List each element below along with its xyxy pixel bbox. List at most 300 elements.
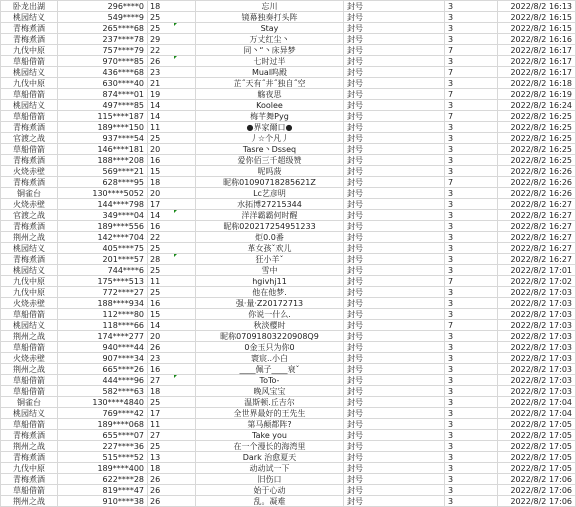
status-cell[interactable] <box>344 221 445 232</box>
account-cell[interactable] <box>58 45 148 56</box>
timestamp-cell[interactable] <box>498 287 576 298</box>
duration-cell[interactable] <box>445 34 498 45</box>
nickname-cell[interactable] <box>196 56 344 67</box>
duration-cell[interactable] <box>445 210 498 221</box>
duration-cell[interactable] <box>445 287 498 298</box>
timestamp-cell[interactable] <box>498 133 576 144</box>
server-cell[interactable] <box>1 67 58 78</box>
server-cell[interactable] <box>1 419 58 430</box>
status-cell[interactable] <box>344 155 445 166</box>
account-cell[interactable] <box>58 430 148 441</box>
account-cell[interactable] <box>58 100 148 111</box>
status-cell[interactable] <box>344 353 445 364</box>
level-cell[interactable] <box>148 166 196 177</box>
timestamp-cell[interactable] <box>498 1 576 12</box>
duration-cell[interactable] <box>445 56 498 67</box>
nickname-cell[interactable] <box>196 485 344 496</box>
status-cell[interactable] <box>344 133 445 144</box>
duration-cell[interactable] <box>445 353 498 364</box>
level-cell[interactable] <box>148 298 196 309</box>
duration-cell[interactable] <box>445 155 498 166</box>
status-cell[interactable] <box>344 298 445 309</box>
account-cell[interactable] <box>58 199 148 210</box>
duration-cell[interactable] <box>445 12 498 23</box>
timestamp-cell[interactable] <box>498 56 576 67</box>
account-cell[interactable] <box>58 232 148 243</box>
status-cell[interactable] <box>344 144 445 155</box>
server-cell[interactable] <box>1 56 58 67</box>
level-cell[interactable] <box>148 276 196 287</box>
timestamp-cell[interactable] <box>498 188 576 199</box>
nickname-cell[interactable] <box>196 177 344 188</box>
server-cell[interactable] <box>1 430 58 441</box>
timestamp-cell[interactable] <box>498 298 576 309</box>
level-cell[interactable] <box>148 232 196 243</box>
nickname-cell[interactable] <box>196 452 344 463</box>
account-cell[interactable] <box>58 122 148 133</box>
account-cell[interactable] <box>58 276 148 287</box>
duration-cell[interactable] <box>445 375 498 386</box>
timestamp-cell[interactable] <box>498 353 576 364</box>
nickname-cell[interactable] <box>196 364 344 375</box>
duration-cell[interactable] <box>445 364 498 375</box>
status-cell[interactable] <box>344 287 445 298</box>
status-cell[interactable] <box>344 342 445 353</box>
nickname-cell[interactable] <box>196 320 344 331</box>
account-cell[interactable] <box>58 287 148 298</box>
nickname-cell[interactable] <box>196 45 344 56</box>
timestamp-cell[interactable] <box>498 419 576 430</box>
level-cell[interactable] <box>148 331 196 342</box>
timestamp-cell[interactable] <box>498 199 576 210</box>
level-cell[interactable] <box>148 34 196 45</box>
duration-cell[interactable] <box>445 419 498 430</box>
status-cell[interactable] <box>344 441 445 452</box>
timestamp-cell[interactable] <box>498 34 576 45</box>
server-cell[interactable] <box>1 397 58 408</box>
duration-cell[interactable] <box>445 111 498 122</box>
status-cell[interactable] <box>344 331 445 342</box>
status-cell[interactable] <box>344 89 445 100</box>
level-cell[interactable] <box>148 155 196 166</box>
timestamp-cell[interactable] <box>498 496 576 507</box>
nickname-cell[interactable] <box>196 474 344 485</box>
server-cell[interactable] <box>1 364 58 375</box>
server-cell[interactable] <box>1 78 58 89</box>
level-cell[interactable] <box>148 342 196 353</box>
level-cell[interactable] <box>148 188 196 199</box>
timestamp-cell[interactable] <box>498 276 576 287</box>
account-cell[interactable] <box>58 265 148 276</box>
account-cell[interactable] <box>58 243 148 254</box>
timestamp-cell[interactable] <box>498 320 576 331</box>
status-cell[interactable] <box>344 397 445 408</box>
nickname-cell[interactable] <box>196 441 344 452</box>
nickname-cell[interactable] <box>196 111 344 122</box>
level-cell[interactable] <box>148 1 196 12</box>
timestamp-cell[interactable] <box>498 452 576 463</box>
status-cell[interactable] <box>344 408 445 419</box>
timestamp-cell[interactable] <box>498 100 576 111</box>
duration-cell[interactable] <box>445 243 498 254</box>
level-cell[interactable] <box>148 430 196 441</box>
timestamp-cell[interactable] <box>498 166 576 177</box>
server-cell[interactable] <box>1 254 58 265</box>
level-cell[interactable] <box>148 45 196 56</box>
timestamp-cell[interactable] <box>498 485 576 496</box>
account-cell[interactable] <box>58 12 148 23</box>
account-cell[interactable] <box>58 56 148 67</box>
status-cell[interactable] <box>344 474 445 485</box>
nickname-cell[interactable] <box>196 232 344 243</box>
level-cell[interactable] <box>148 320 196 331</box>
status-cell[interactable] <box>344 1 445 12</box>
level-cell[interactable] <box>148 496 196 507</box>
account-cell[interactable] <box>58 34 148 45</box>
server-cell[interactable] <box>1 287 58 298</box>
server-cell[interactable] <box>1 221 58 232</box>
status-cell[interactable] <box>344 375 445 386</box>
level-cell[interactable] <box>148 397 196 408</box>
level-cell[interactable] <box>148 23 196 34</box>
level-cell[interactable] <box>148 144 196 155</box>
server-cell[interactable] <box>1 441 58 452</box>
timestamp-cell[interactable] <box>498 309 576 320</box>
level-cell[interactable] <box>148 199 196 210</box>
account-cell[interactable] <box>58 210 148 221</box>
duration-cell[interactable] <box>445 177 498 188</box>
status-cell[interactable] <box>344 276 445 287</box>
account-cell[interactable] <box>58 89 148 100</box>
level-cell[interactable] <box>148 221 196 232</box>
server-cell[interactable] <box>1 320 58 331</box>
server-cell[interactable] <box>1 265 58 276</box>
duration-cell[interactable] <box>445 331 498 342</box>
nickname-cell[interactable] <box>196 210 344 221</box>
account-cell[interactable] <box>58 408 148 419</box>
level-cell[interactable] <box>148 78 196 89</box>
timestamp-cell[interactable] <box>498 430 576 441</box>
server-cell[interactable] <box>1 408 58 419</box>
timestamp-cell[interactable] <box>498 89 576 100</box>
level-cell[interactable] <box>148 100 196 111</box>
timestamp-cell[interactable] <box>498 23 576 34</box>
account-cell[interactable] <box>58 166 148 177</box>
duration-cell[interactable] <box>445 199 498 210</box>
level-cell[interactable] <box>148 364 196 375</box>
server-cell[interactable] <box>1 463 58 474</box>
account-cell[interactable] <box>58 78 148 89</box>
status-cell[interactable] <box>344 122 445 133</box>
account-cell[interactable] <box>58 364 148 375</box>
duration-cell[interactable] <box>445 221 498 232</box>
nickname-cell[interactable] <box>196 100 344 111</box>
nickname-cell[interactable] <box>196 276 344 287</box>
server-cell[interactable] <box>1 1 58 12</box>
account-cell[interactable] <box>58 397 148 408</box>
account-cell[interactable] <box>58 320 148 331</box>
duration-cell[interactable] <box>445 23 498 34</box>
timestamp-cell[interactable] <box>498 408 576 419</box>
duration-cell[interactable] <box>445 463 498 474</box>
timestamp-cell[interactable] <box>498 254 576 265</box>
duration-cell[interactable] <box>445 100 498 111</box>
duration-cell[interactable] <box>445 276 498 287</box>
duration-cell[interactable] <box>445 144 498 155</box>
level-cell[interactable] <box>148 111 196 122</box>
status-cell[interactable] <box>344 485 445 496</box>
nickname-cell[interactable] <box>196 254 344 265</box>
nickname-cell[interactable] <box>196 67 344 78</box>
timestamp-cell[interactable] <box>498 474 576 485</box>
level-cell[interactable] <box>148 56 196 67</box>
duration-cell[interactable] <box>445 188 498 199</box>
level-cell[interactable] <box>148 386 196 397</box>
account-cell[interactable] <box>58 1 148 12</box>
timestamp-cell[interactable] <box>498 12 576 23</box>
status-cell[interactable] <box>344 364 445 375</box>
account-cell[interactable] <box>58 111 148 122</box>
server-cell[interactable] <box>1 45 58 56</box>
server-cell[interactable] <box>1 452 58 463</box>
nickname-cell[interactable] <box>196 331 344 342</box>
duration-cell[interactable] <box>445 166 498 177</box>
duration-cell[interactable] <box>445 452 498 463</box>
server-cell[interactable] <box>1 133 58 144</box>
duration-cell[interactable] <box>445 89 498 100</box>
account-cell[interactable] <box>58 375 148 386</box>
timestamp-cell[interactable] <box>498 67 576 78</box>
timestamp-cell[interactable] <box>498 265 576 276</box>
status-cell[interactable] <box>344 188 445 199</box>
status-cell[interactable] <box>344 23 445 34</box>
status-cell[interactable] <box>344 210 445 221</box>
duration-cell[interactable] <box>445 430 498 441</box>
status-cell[interactable] <box>344 254 445 265</box>
nickname-cell[interactable] <box>196 221 344 232</box>
server-cell[interactable] <box>1 166 58 177</box>
account-cell[interactable] <box>58 254 148 265</box>
account-cell[interactable] <box>58 133 148 144</box>
status-cell[interactable] <box>344 56 445 67</box>
server-cell[interactable] <box>1 232 58 243</box>
account-cell[interactable] <box>58 309 148 320</box>
level-cell[interactable] <box>148 287 196 298</box>
server-cell[interactable] <box>1 485 58 496</box>
account-cell[interactable] <box>58 331 148 342</box>
level-cell[interactable] <box>148 485 196 496</box>
nickname-cell[interactable] <box>196 34 344 45</box>
timestamp-cell[interactable] <box>498 45 576 56</box>
nickname-cell[interactable] <box>196 430 344 441</box>
duration-cell[interactable] <box>445 309 498 320</box>
account-cell[interactable] <box>58 463 148 474</box>
server-cell[interactable] <box>1 100 58 111</box>
status-cell[interactable] <box>344 243 445 254</box>
account-cell[interactable] <box>58 298 148 309</box>
account-cell[interactable] <box>58 419 148 430</box>
account-cell[interactable] <box>58 155 148 166</box>
status-cell[interactable] <box>344 232 445 243</box>
nickname-cell[interactable] <box>196 78 344 89</box>
nickname-cell[interactable] <box>196 287 344 298</box>
timestamp-cell[interactable] <box>498 232 576 243</box>
server-cell[interactable] <box>1 122 58 133</box>
duration-cell[interactable] <box>445 122 498 133</box>
timestamp-cell[interactable] <box>498 331 576 342</box>
timestamp-cell[interactable] <box>498 463 576 474</box>
status-cell[interactable] <box>344 111 445 122</box>
nickname-cell[interactable] <box>196 298 344 309</box>
level-cell[interactable] <box>148 254 196 265</box>
server-cell[interactable] <box>1 155 58 166</box>
status-cell[interactable] <box>344 320 445 331</box>
level-cell[interactable] <box>148 441 196 452</box>
nickname-cell[interactable] <box>196 122 344 133</box>
level-cell[interactable] <box>148 474 196 485</box>
account-cell[interactable] <box>58 474 148 485</box>
server-cell[interactable] <box>1 111 58 122</box>
nickname-cell[interactable] <box>196 386 344 397</box>
account-cell[interactable] <box>58 353 148 364</box>
nickname-cell[interactable] <box>196 155 344 166</box>
duration-cell[interactable] <box>445 474 498 485</box>
server-cell[interactable] <box>1 342 58 353</box>
nickname-cell[interactable] <box>196 144 344 155</box>
server-cell[interactable] <box>1 177 58 188</box>
level-cell[interactable] <box>148 67 196 78</box>
duration-cell[interactable] <box>445 232 498 243</box>
server-cell[interactable] <box>1 89 58 100</box>
duration-cell[interactable] <box>445 397 498 408</box>
status-cell[interactable] <box>344 45 445 56</box>
server-cell[interactable] <box>1 243 58 254</box>
nickname-cell[interactable] <box>196 1 344 12</box>
level-cell[interactable] <box>148 177 196 188</box>
account-cell[interactable] <box>58 386 148 397</box>
timestamp-cell[interactable] <box>498 375 576 386</box>
server-cell[interactable] <box>1 199 58 210</box>
nickname-cell[interactable] <box>196 463 344 474</box>
nickname-cell[interactable] <box>196 353 344 364</box>
timestamp-cell[interactable] <box>498 144 576 155</box>
timestamp-cell[interactable] <box>498 177 576 188</box>
server-cell[interactable] <box>1 144 58 155</box>
server-cell[interactable] <box>1 386 58 397</box>
duration-cell[interactable] <box>445 133 498 144</box>
level-cell[interactable] <box>148 309 196 320</box>
server-cell[interactable] <box>1 34 58 45</box>
nickname-cell[interactable] <box>196 408 344 419</box>
status-cell[interactable] <box>344 309 445 320</box>
account-cell[interactable] <box>58 177 148 188</box>
duration-cell[interactable] <box>445 386 498 397</box>
level-cell[interactable] <box>148 210 196 221</box>
account-cell[interactable] <box>58 496 148 507</box>
nickname-cell[interactable] <box>196 89 344 100</box>
duration-cell[interactable] <box>445 45 498 56</box>
server-cell[interactable] <box>1 298 58 309</box>
nickname-cell[interactable] <box>196 375 344 386</box>
level-cell[interactable] <box>148 452 196 463</box>
duration-cell[interactable] <box>445 441 498 452</box>
status-cell[interactable] <box>344 430 445 441</box>
duration-cell[interactable] <box>445 67 498 78</box>
level-cell[interactable] <box>148 12 196 23</box>
nickname-cell[interactable] <box>196 342 344 353</box>
duration-cell[interactable] <box>445 408 498 419</box>
server-cell[interactable] <box>1 474 58 485</box>
nickname-cell[interactable] <box>196 397 344 408</box>
duration-cell[interactable] <box>445 496 498 507</box>
duration-cell[interactable] <box>445 485 498 496</box>
status-cell[interactable] <box>344 265 445 276</box>
duration-cell[interactable] <box>445 1 498 12</box>
server-cell[interactable] <box>1 188 58 199</box>
duration-cell[interactable] <box>445 78 498 89</box>
nickname-cell[interactable] <box>196 243 344 254</box>
level-cell[interactable] <box>148 463 196 474</box>
status-cell[interactable] <box>344 166 445 177</box>
status-cell[interactable] <box>344 386 445 397</box>
account-cell[interactable] <box>58 144 148 155</box>
duration-cell[interactable] <box>445 320 498 331</box>
nickname-cell[interactable] <box>196 199 344 210</box>
nickname-cell[interactable] <box>196 496 344 507</box>
timestamp-cell[interactable] <box>498 111 576 122</box>
account-cell[interactable] <box>58 67 148 78</box>
status-cell[interactable] <box>344 34 445 45</box>
account-cell[interactable] <box>58 441 148 452</box>
level-cell[interactable] <box>148 265 196 276</box>
timestamp-cell[interactable] <box>498 221 576 232</box>
server-cell[interactable] <box>1 353 58 364</box>
status-cell[interactable] <box>344 12 445 23</box>
level-cell[interactable] <box>148 375 196 386</box>
server-cell[interactable] <box>1 23 58 34</box>
nickname-cell[interactable] <box>196 419 344 430</box>
status-cell[interactable] <box>344 67 445 78</box>
duration-cell[interactable] <box>445 342 498 353</box>
nickname-cell[interactable] <box>196 133 344 144</box>
level-cell[interactable] <box>148 419 196 430</box>
nickname-cell[interactable] <box>196 166 344 177</box>
timestamp-cell[interactable] <box>498 243 576 254</box>
level-cell[interactable] <box>148 353 196 364</box>
server-cell[interactable] <box>1 375 58 386</box>
level-cell[interactable] <box>148 243 196 254</box>
timestamp-cell[interactable] <box>498 210 576 221</box>
status-cell[interactable] <box>344 100 445 111</box>
nickname-cell[interactable] <box>196 265 344 276</box>
status-cell[interactable] <box>344 78 445 89</box>
timestamp-cell[interactable] <box>498 364 576 375</box>
status-cell[interactable] <box>344 177 445 188</box>
nickname-cell[interactable] <box>196 188 344 199</box>
nickname-cell[interactable] <box>196 23 344 34</box>
status-cell[interactable] <box>344 463 445 474</box>
status-cell[interactable] <box>344 419 445 430</box>
status-cell[interactable] <box>344 199 445 210</box>
level-cell[interactable] <box>148 133 196 144</box>
server-cell[interactable] <box>1 12 58 23</box>
status-cell[interactable] <box>344 496 445 507</box>
server-cell[interactable] <box>1 210 58 221</box>
account-cell[interactable] <box>58 23 148 34</box>
timestamp-cell[interactable] <box>498 342 576 353</box>
account-cell[interactable] <box>58 188 148 199</box>
account-cell[interactable] <box>58 452 148 463</box>
